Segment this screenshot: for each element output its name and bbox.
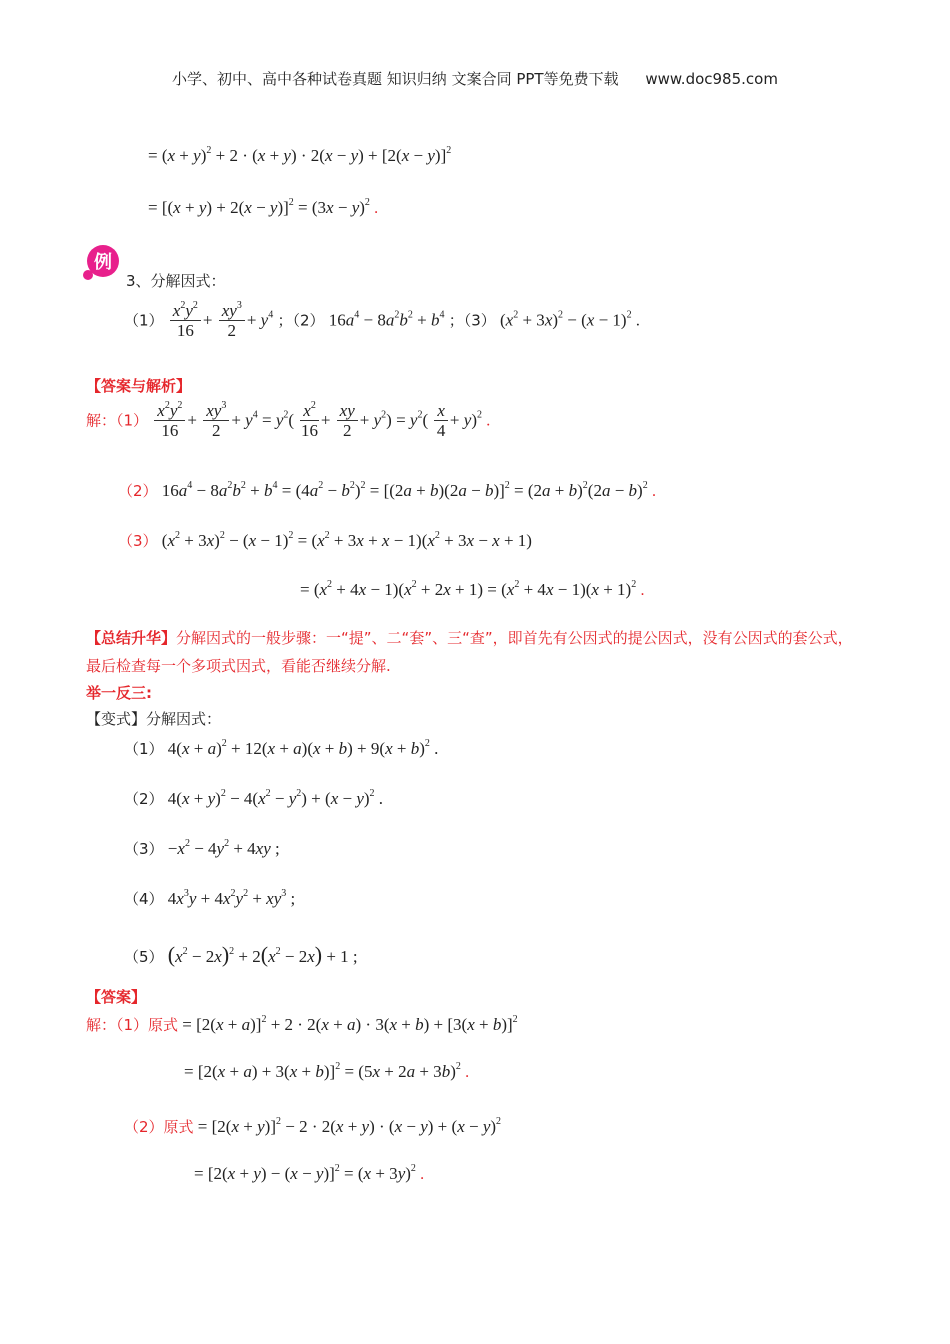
variant-item-2: （2） $4(x + y)^2 - 4(x^2 - y^2) + (x - y)^2$ .	[124, 788, 384, 808]
answer-title: 【答案】	[86, 988, 147, 1006]
example-n3: ；（3）	[448, 311, 496, 330]
solution-line3: （3） $(x^2 + 3x)^2 - (x - 1)^2 = (x^2 + 3x + x - 1)(x^2 + 3x - x + 1)$	[118, 530, 532, 550]
variant-item-3: $(3) -x^2 - 4y^2 + 4xy$ ;	[124, 838, 280, 858]
answer-line2: （2）原式 = $[2(x + y)]^2 - 2 \cdot 2(x + y) \cdot (x - y) + (x - y)^2$	[124, 1116, 502, 1136]
top-eq-line2: = $[(x + y) + 2(x - y)]^2 = (3x - y)^2$ .	[148, 197, 379, 217]
page-header	[0, 68, 950, 89]
solution-l2: （2）	[118, 482, 158, 500]
answer-label2: （2）原式	[124, 1118, 194, 1136]
example-n1: （1）	[124, 311, 164, 330]
variant-item-4: （4） $4x^3y + 4x^2y^2 + xy^3$ ;	[124, 888, 296, 908]
variant-title: 【变式】分解因式：	[86, 710, 222, 728]
example-n2: ；（2）	[277, 311, 325, 330]
variant-item-1: （1） $4(x + a)^2 + 12(x + a)(x + b) + 9(x + b)^2$ .	[124, 738, 439, 758]
answer-analysis-title: 【答案与解析】	[86, 377, 192, 395]
svg-text:例: 例	[94, 252, 112, 273]
answer-line1b: = $[2(x + a) + 3(x + b)]^2 = (5x + 2a + 3b)^2$ .	[184, 1061, 470, 1081]
header-text: 小学、初中、高中各种试卷真题 知识归纳 文案合同 PPT等免费下载	[172, 70, 619, 88]
solution-line3b: = $(x^2 + 4x - 1)(x^2 + 2x + 1) = (x^2 + 4x - 1)(x + 1)^2$ .	[300, 579, 645, 599]
answer-line1: 解：（1）原式 = $[2(x + a)]^2 + 2 \cdot 2(x + a) \cdot 3(x + b) + [3(x + b)]^2$	[86, 1014, 518, 1034]
variant-item-5: （5） $(x^2 - 2x)^2 + 2(x^2 - 2x) + 1$ ;	[124, 942, 358, 967]
solution-line2: （2） $16a^4 - 8a^2b^2 + b^4 = (4a^2 - b^2)^2 = [(2a + b)(2a - b)]^2 = (2a + b)^2(2a - b)^2$ .	[118, 480, 656, 500]
summary-text: 分解因式的一般步骤：一“提”、二“套”、三“查”，即首先有公因式的提公因式，没有公因式的套公式，最后检查每一个多项式因式，看能否继续分解.	[86, 629, 853, 675]
answer-line2b: = $[2(x + y) - (x - y)]^2 = (x + 3y)^2$ .	[194, 1163, 425, 1183]
solution-line1: 解：（1） $\frac{x^2y^2}{16}$ + $\frac{xy^3}{2}$ + $y^4 = y^2$( $\frac{x^2}{16}$ + $\frac{xy}{2}$ + $y^2) = y^2$( $\frac{x}{4}$ + y)$^2$ .	[86, 400, 491, 440]
summary-tag: 【总结升华】	[86, 629, 177, 647]
example-problems: （1） $\frac{x^2y^2}{16}$ + $\frac{xy^3}{2}$ + $y^4$ ；（2） $16a^4 - 8a^2b^2 + b^4$ ；（3） $(x^2 + 3x)^2 - (x - 1)^2$ .	[124, 300, 640, 340]
summary-paragraph	[86, 624, 866, 680]
practice-title: 举一反三:	[86, 684, 152, 702]
top-eq-line1: = $(x + y)^2 + 2 \cdot (x + y) \cdot 2(x - y) + [2(x - y)]^2$	[148, 145, 452, 165]
example-title: 3、分解因式：	[126, 272, 226, 290]
solution-label: 解：（1）	[86, 411, 149, 430]
solution-l3: （3）	[118, 532, 158, 550]
answer-label1: 解：（1）原式	[86, 1016, 179, 1034]
example-badge-icon	[80, 242, 122, 284]
header-site: www.doc985.com	[645, 70, 778, 88]
